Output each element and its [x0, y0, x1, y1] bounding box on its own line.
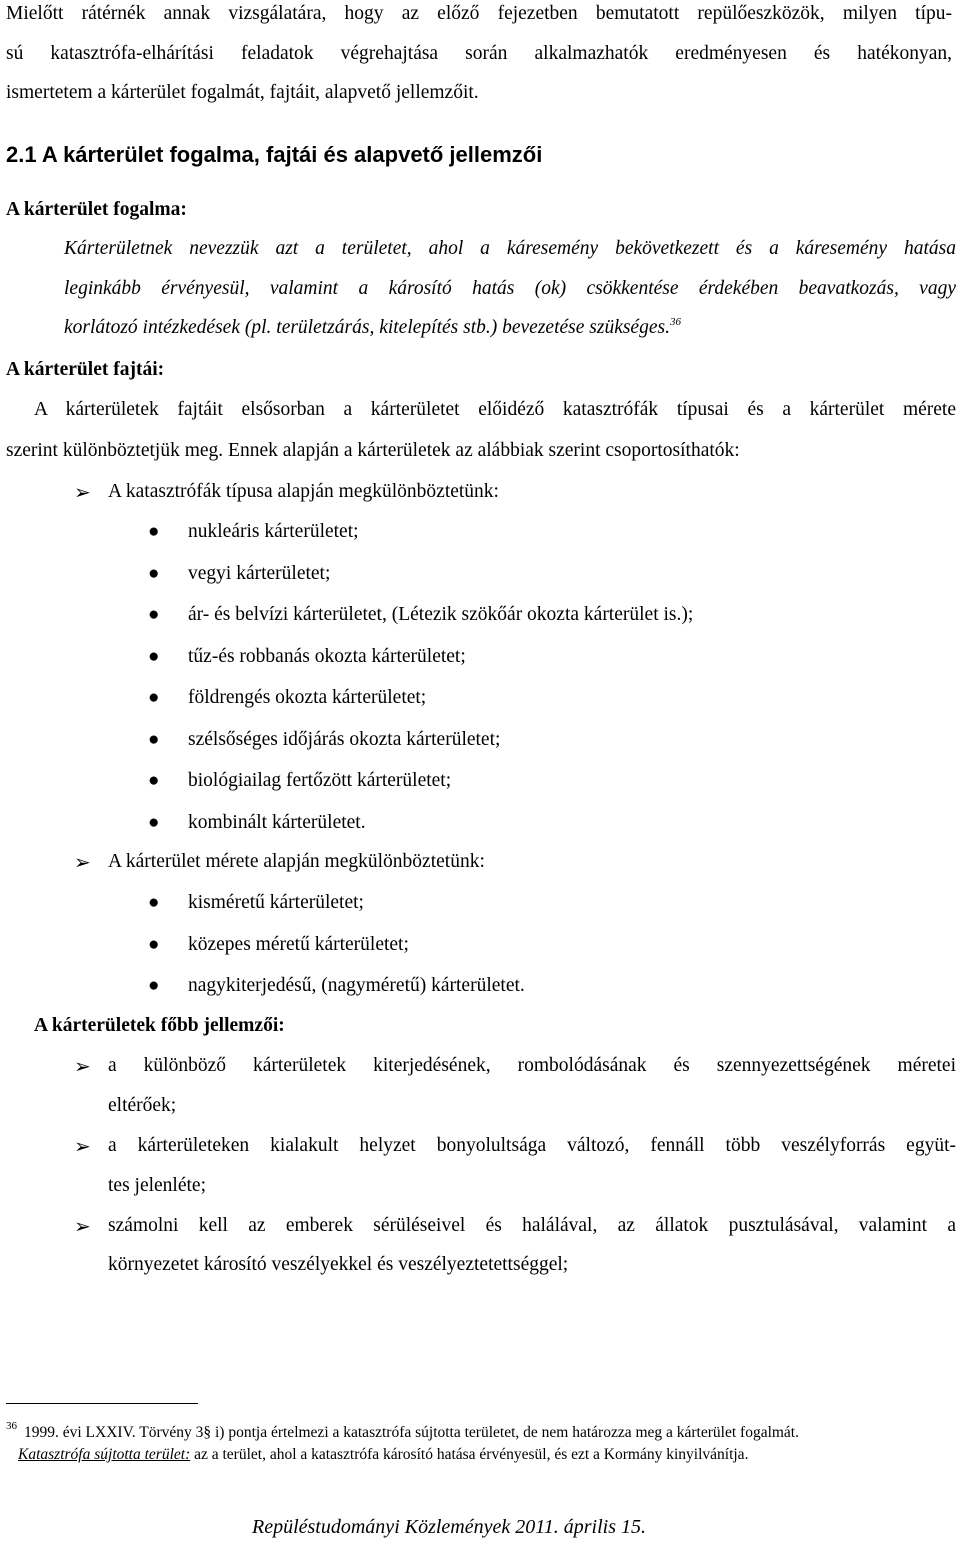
section-heading: 2.1 A kárterület fogalma, fajtái és alapvető jellemzői: [6, 142, 543, 167]
list-item: vegyi kárterületet;: [188, 563, 331, 584]
dot-bullet-icon: ●: [148, 646, 160, 667]
arrow-bullet-icon: ➢: [74, 852, 91, 874]
list-item: közepes méretű kárterületet;: [188, 934, 409, 955]
list-item: ár- és belvízi kárterületet, (Létezik szökőár okozta kárterület is.);: [188, 604, 694, 625]
list-item: kombinált kárterületet.: [188, 812, 366, 833]
footnote-number: 36: [6, 1420, 17, 1432]
dot-bullet-icon: ●: [148, 521, 160, 542]
feature-2-line-1: a kárterületeken kialakult helyzet bonyolultsága változó, fennáll több veszélyforrás együt-: [108, 1135, 956, 1156]
dot-bullet-icon: ●: [148, 812, 160, 833]
feature-1-line-2: eltérőek;: [108, 1095, 177, 1116]
definition-line-3: [64, 317, 681, 339]
types-label: A kárterület fajtái:: [6, 359, 165, 380]
intro-line-2: sú katasztrófa-elhárítási feladatok végrehajtása során alkalmazhatók eredményesen és hatékonyan,: [6, 43, 952, 64]
intro-line-1: Mielőtt rátérnék annak vizsgálatára, hogy az előző fejezetben bemutatott repülőeszközök, milyen típu-: [6, 3, 952, 24]
definition-label: A kárterület fogalma:: [6, 199, 187, 220]
page-footer: Repüléstudományi Közlemények 2011. április 15.: [252, 1516, 647, 1538]
dot-bullet-icon: ●: [148, 892, 160, 913]
dot-bullet-icon: ●: [148, 934, 160, 955]
footnote-term: Katasztrófa sújtotta terület:: [18, 1446, 191, 1463]
types-para-line-1: A kárterületek fajtáit elsősorban a kárterületet előidéző katasztrófák típusai és a kárterület mérete: [34, 399, 956, 420]
footnote-line-2: [18, 1446, 748, 1464]
arrow-bullet-icon: ➢: [74, 1056, 91, 1078]
by-size-label: A kárterület mérete alapján megkülönböztetünk:: [108, 851, 485, 872]
by-type-label: A katasztrófák típusa alapján megkülönböztetünk:: [108, 481, 499, 502]
list-item: tűz-és robbanás okozta kárterületet;: [188, 646, 466, 667]
dot-bullet-icon: ●: [148, 563, 160, 584]
feature-1-line-1: a különböző kárterületek kiterjedésének, rombolódásának és szennyezettségének méretei: [108, 1055, 956, 1076]
list-item: biológiailag fertőzött kárterületet;: [188, 770, 452, 791]
dot-bullet-icon: ●: [148, 975, 160, 996]
footnote-ref[interactable]: 36: [669, 316, 681, 328]
dot-bullet-icon: ●: [148, 770, 160, 791]
dot-bullet-icon: ●: [148, 687, 160, 708]
footnote-separator: [6, 1403, 198, 1404]
feature-3-line-1: számolni kell az emberek sérüléseivel és halálával, az állatok pusztulásával, valamint a: [108, 1215, 956, 1236]
definition-line-1: Kárterületnek nevezzük azt a területet, ahol a káresemény bekövetkezett és a káresemény hatása: [64, 238, 956, 259]
intro-line-3: ismertetem a kárterület fogalmát, fajtáit, alapvető jellemzőit.: [6, 82, 479, 103]
feature-2-line-2: tes jelenléte;: [108, 1175, 206, 1196]
types-para-line-2: szerint különböztetjük meg. Ennek alapján a kárterületek az alábbiak szerint csoportosíthatók:: [6, 440, 740, 461]
definition-text: korlátozó intézkedések (pl. területzárás, kitelepítés stb.) bevezetése szükséges.: [64, 317, 670, 338]
list-item: kisméretű kárterületet;: [188, 892, 364, 913]
dot-bullet-icon: ●: [148, 729, 160, 750]
list-item: nukleáris kárterületet;: [188, 521, 359, 542]
footnote-line-1: [6, 1420, 799, 1442]
list-item: szélsőséges időjárás okozta kárterületet;: [188, 729, 501, 750]
list-item: földrengés okozta kárterületet;: [188, 687, 427, 708]
definition-line-2: leginkább érvényesül, valamint a károsító hatás (ok) csökkentése érdekében beavatkozás, vagy: [64, 278, 956, 299]
footnote-definition: az a terület, ahol a katasztrófa károsító hatása érvényesül, és ezt a Kormány kinyilvánítja.: [190, 1446, 749, 1463]
arrow-bullet-icon: ➢: [74, 482, 91, 504]
dot-bullet-icon: ●: [148, 604, 160, 625]
list-item: nagykiterjedésű, (nagyméretű) kárterületet.: [188, 975, 525, 996]
arrow-bullet-icon: ➢: [74, 1216, 91, 1238]
features-label: A kárterületek főbb jellemzői:: [34, 1015, 285, 1036]
feature-3-line-2: környezetet károsító veszélyekkel és veszélyeztetettséggel;: [108, 1254, 569, 1275]
arrow-bullet-icon: ➢: [74, 1136, 91, 1158]
footnote-text: 1999. évi LXXIV. Törvény 3§ i) pontja értelmezi a katasztrófa sújtotta területet, de nem határozza meg a kárterület fogalmát.: [24, 1424, 799, 1441]
